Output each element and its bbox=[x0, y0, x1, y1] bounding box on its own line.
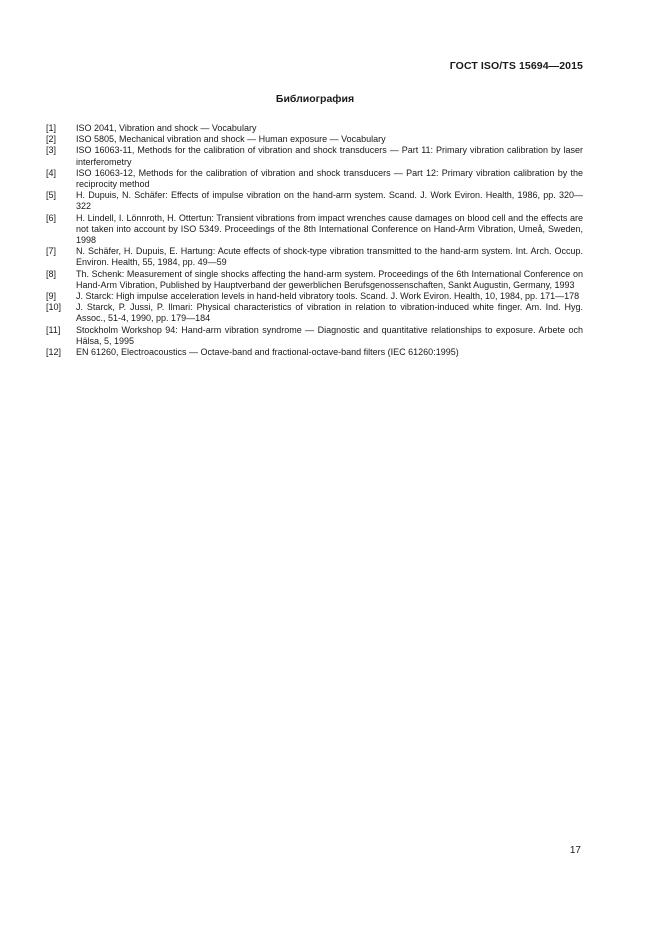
entry-number: [2] bbox=[46, 134, 57, 145]
entry-number: [3] bbox=[46, 145, 57, 156]
bibliography-entry bbox=[46, 246, 583, 268]
entry-text: Th. Schenk: Measurement of single shocks affecting the hand-arm system. Proceedings of the 6th International Conference on Hand-Arm Vibration, Published by Hauptverband der gewerblichen Berufsgenossenschaften, Sankt Augustin, Germany, 1993 bbox=[76, 268, 583, 290]
entry-text: J. Starck: High impulse acceleration levels in hand-held vibratory tools. Scand. J. Work Eviron. Health, 10, 1984, pp. 171—178 bbox=[76, 291, 580, 302]
bibliography-entry bbox=[46, 325, 583, 347]
bibliography-entry bbox=[46, 168, 583, 190]
entry-text: EN 61260, Electroacoustics — Octave-band and fractional-octave-band filters (IEC 61260:1995) bbox=[76, 347, 459, 358]
standard-code-header: ГОСТ ISO/TS 15694—2015 bbox=[449, 60, 583, 72]
entry-number: [5] bbox=[46, 190, 57, 201]
bibliography-entry bbox=[46, 123, 583, 134]
entry-number: [11] bbox=[46, 324, 61, 335]
entry-text: ISO 2041, Vibration and shock — Vocabulary bbox=[76, 123, 257, 133]
entry-number: [7] bbox=[46, 246, 57, 257]
entry-number: [1] bbox=[46, 123, 57, 133]
entry-text: N. Schäfer, H. Dupuis, E. Hartung: Acute effects of shock-type vibration transmitted to the hand-arm system. Int. Arch. Occup. Environ. Health, 55, 1984, pp. 49—59 bbox=[76, 246, 583, 268]
entry-text: H. Dupuis, N. Schäfer: Effects of impulse vibration on the hand-arm system. Scand. J. Work Eviron. Health, 1986, pp. 320—322 bbox=[76, 190, 583, 212]
entry-text: J. Starck, P. Jussi, P. Ilmari: Physical characteristics of vibration in relation to vibration-induced white finger. Am. Ind. Hyg. Assoc., 51-4, 1990, pp. 179—184 bbox=[76, 302, 583, 324]
entry-text: ISO 16063-12, Methods for the calibration of vibration and shock transducers — Part 12: Primary vibration calibration by the reciprocity method bbox=[76, 167, 583, 190]
entry-text: H. Lindell, I. Lönnroth, H. Ottertun: Transient vibrations from impact wrenches cause damages on blood cell and the effects are not taken into account by ISO 5349. Proceedings of the 8th International Conference on Hand-Arm Vibration, Umeå, Sweden, 1998 bbox=[76, 212, 583, 246]
entry-number: [8] bbox=[46, 268, 57, 279]
bibliography-entry bbox=[46, 145, 583, 167]
entry-number: [12] bbox=[46, 347, 62, 358]
entry-number: [6] bbox=[46, 212, 57, 223]
bibliography-entry bbox=[46, 269, 583, 291]
page-number: 17 bbox=[569, 845, 581, 856]
entry-text: ISO 16063-11, Methods for the calibration of vibration and shock transducers — Part 11: Primary vibration calibration by laser interferometry bbox=[76, 145, 583, 167]
entry-number: [9] bbox=[46, 291, 57, 302]
bibliography-title: Библиография bbox=[275, 93, 355, 105]
bibliography-entry bbox=[46, 347, 583, 358]
bibliography-entry bbox=[46, 213, 583, 247]
bibliography-list bbox=[46, 123, 583, 358]
entry-number: [10] bbox=[46, 302, 62, 313]
bibliography-entry bbox=[46, 291, 583, 302]
entry-text: Stockholm Workshop 94: Hand-arm vibration syndrome — Diagnostic and quantitative relationships to exposure. Arbete och Hälsa, 5, 1995 bbox=[76, 324, 583, 346]
bibliography-entry bbox=[46, 134, 583, 145]
bibliography-entry bbox=[46, 190, 583, 212]
entry-text: ISO 5805, Mechanical vibration and shock — Human exposure — Vocabulary bbox=[76, 134, 386, 145]
bibliography-entry bbox=[46, 302, 583, 324]
entry-number: [4] bbox=[46, 167, 57, 178]
